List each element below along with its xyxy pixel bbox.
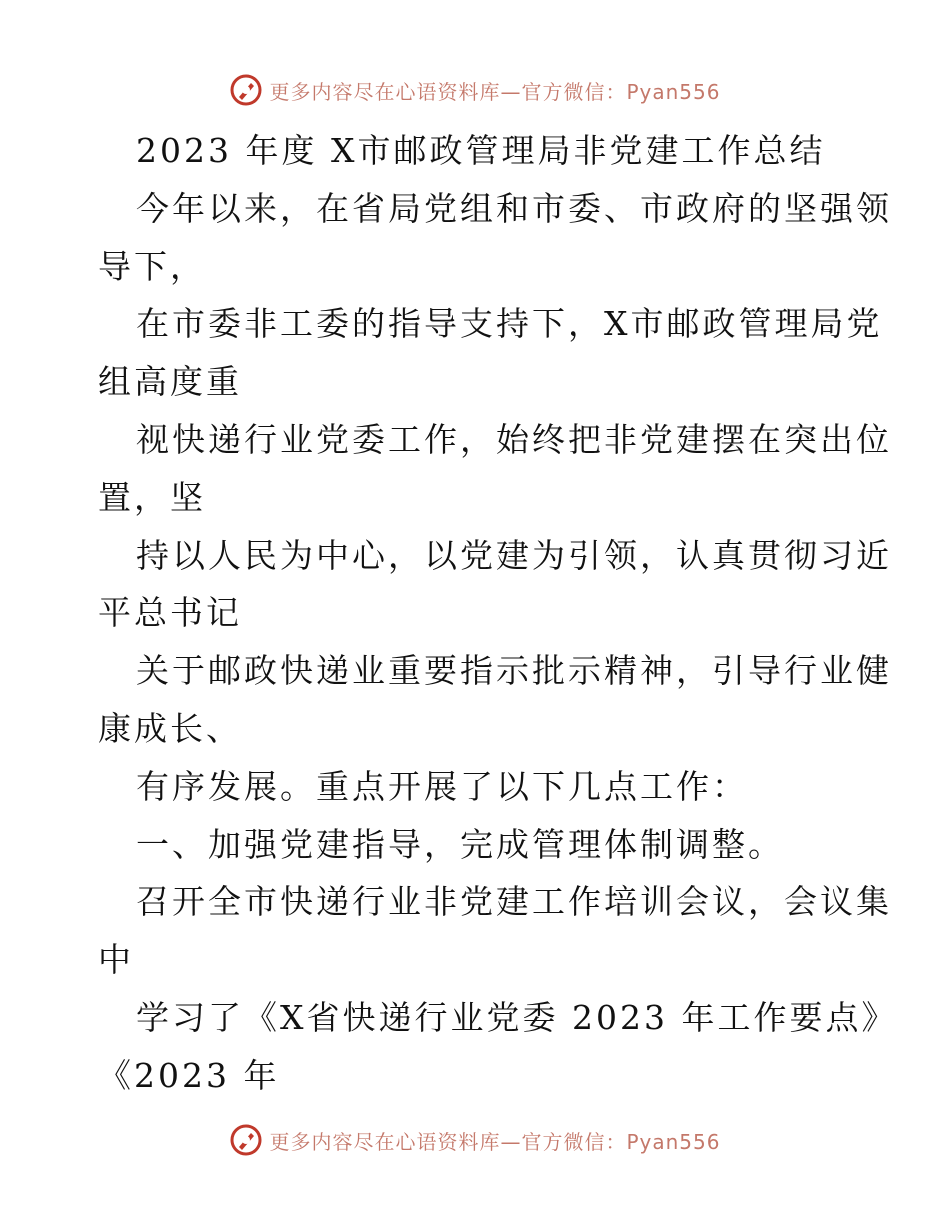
pen-logo-icon [229,73,263,107]
text-line: 关于邮政快递业重要指示批示精神，引导行业健 [136,651,892,691]
text-line: 康成长、 [98,708,242,748]
header-banner [0,70,950,110]
footer-banner [0,1120,950,1160]
text-line: 有序发展。重点开展了以下几点工作： [136,766,748,806]
text-line: 组高度重 [98,362,242,402]
text-line: 置，坚 [98,477,206,517]
text-line: 视快递行业党委工作，始终把非党建摆在突出位 [136,419,892,459]
text-line: 《2023 年 [98,1055,280,1095]
text-line: 持以人民为中心，以党建为引领，认真贯彻习近 [136,535,892,575]
text-line: 学习了《X省快递行业党委 2023 年工作要点》 [136,997,898,1037]
pen-logo-icon [229,1123,263,1157]
text-line: 中 [98,940,134,980]
header-banner-text: 更多内容尽在心语资料库—官方微信：Pyan556 [269,79,721,104]
text-line: 导下， [98,246,206,286]
text-line: 一、加强党建指导，完成管理体制调整。 [136,824,784,864]
text-line: 今年以来，在省局党组和市委、市政府的坚强领 [136,188,892,228]
document-body [98,122,898,1105]
text-line: 2023 年度 X市邮政管理局非党建工作总结 [136,131,826,170]
footer-banner-text: 更多内容尽在心语资料库—官方微信：Pyan556 [269,1129,721,1154]
text-line: 召开全市快递行业非党建工作培训会议，会议集 [136,882,892,922]
text-line: 平总书记 [98,593,242,633]
text-line: 在市委非工委的指导支持下，X市邮政管理局党 [136,304,883,344]
